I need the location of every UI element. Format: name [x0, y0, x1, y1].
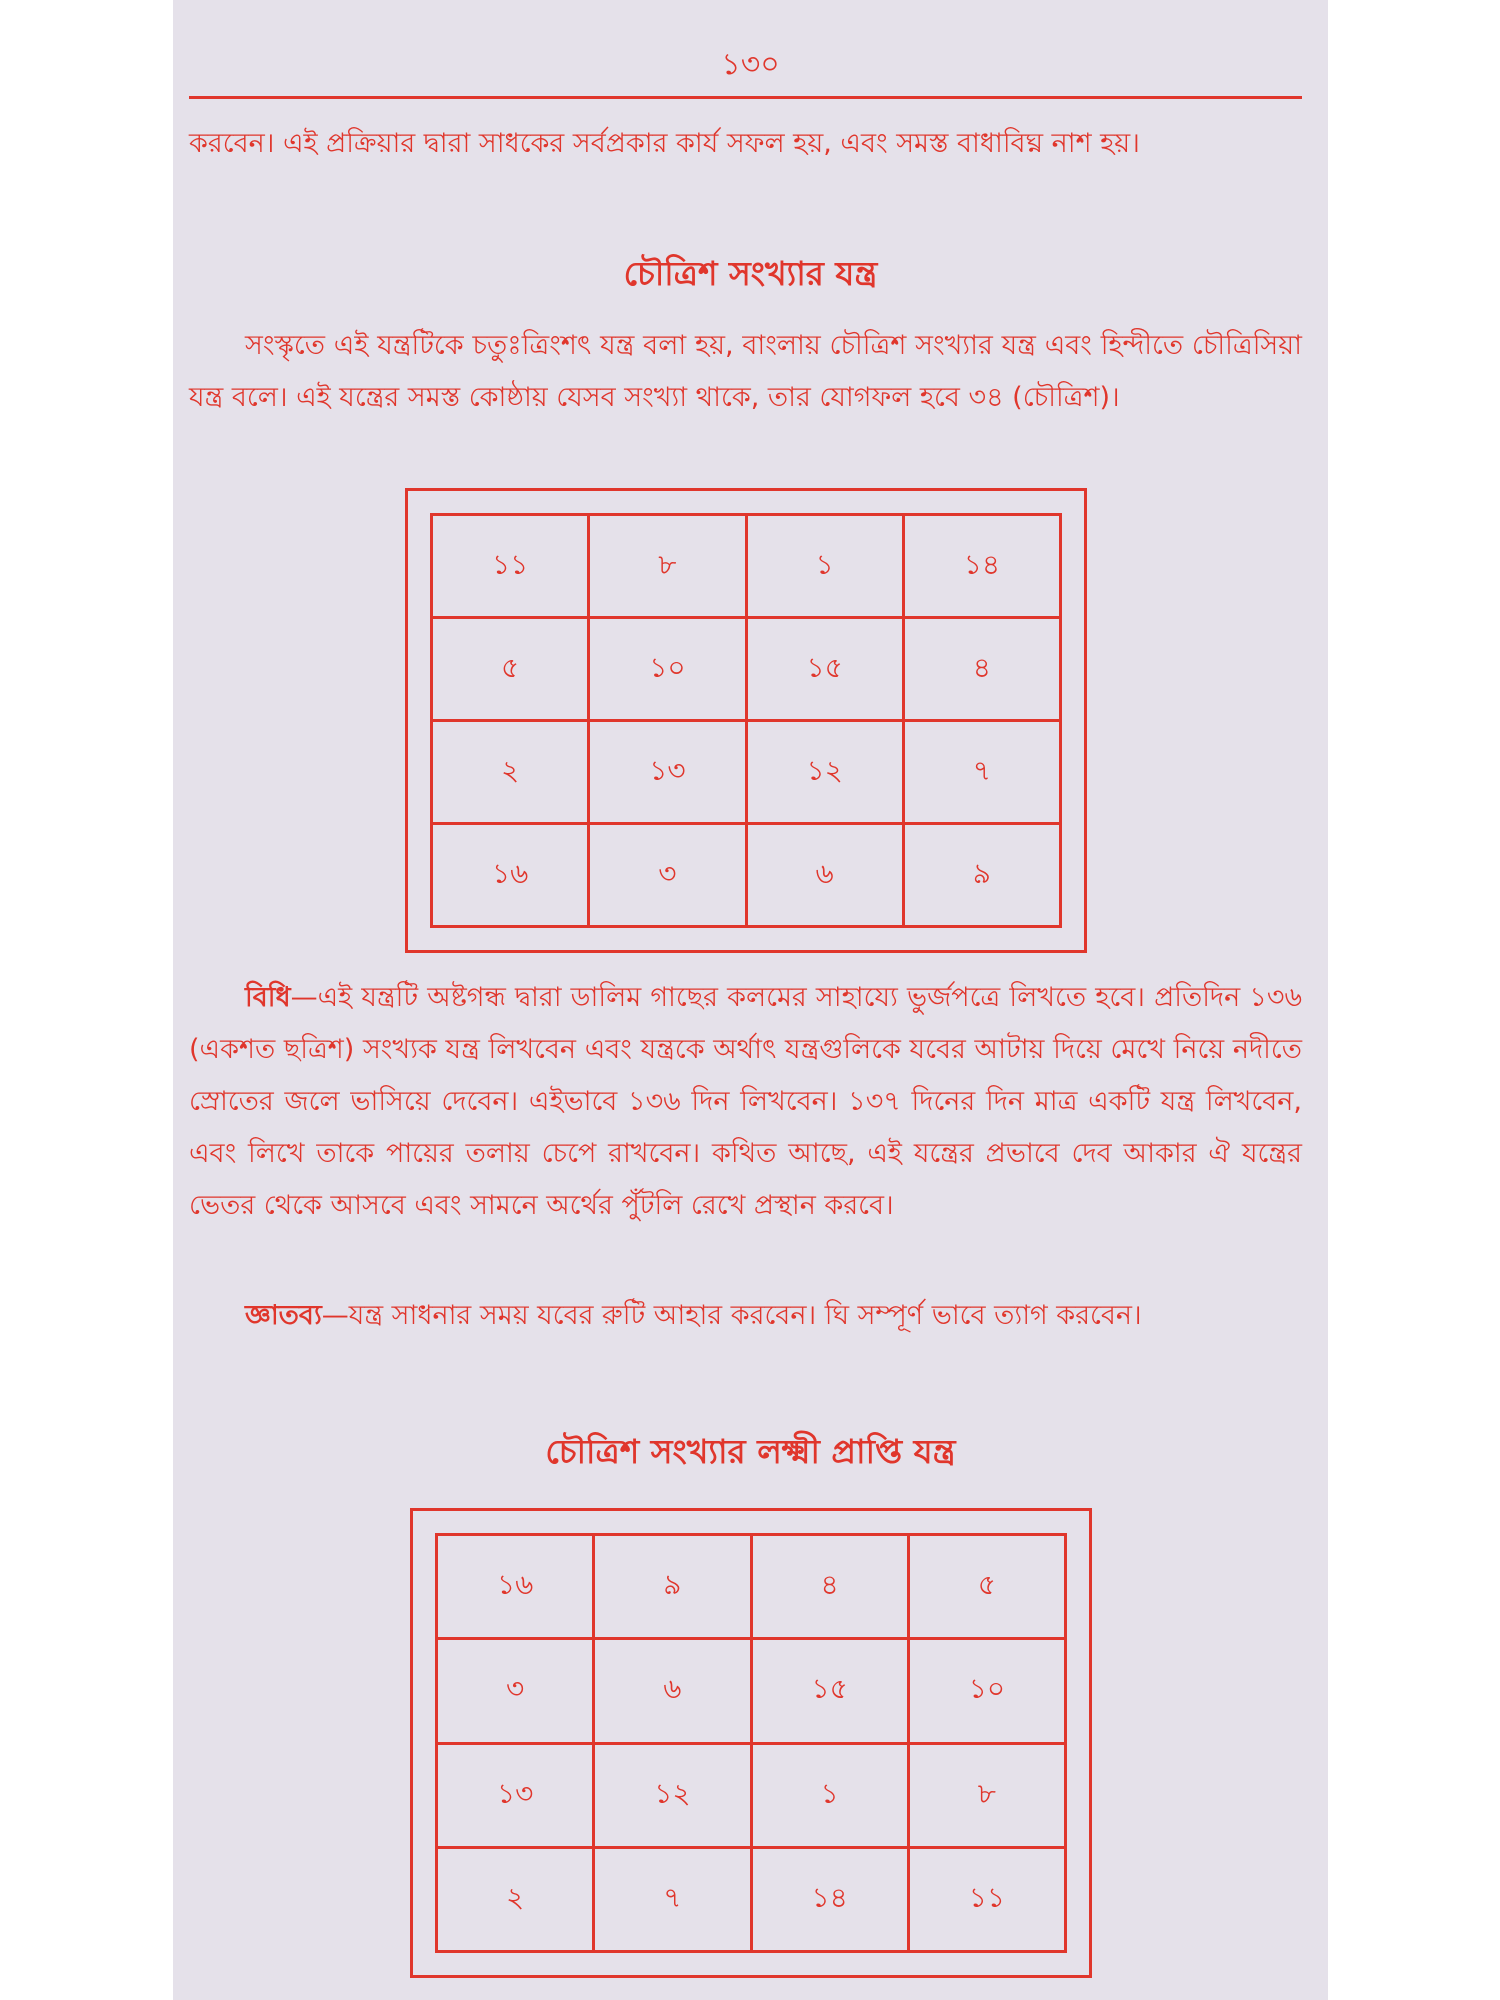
yantra-cell: ১১ [432, 515, 589, 618]
yantra-cell: ১৬ [437, 1535, 594, 1639]
yantra-cell: ১ [751, 1743, 908, 1847]
yantra-cell: ১৪ [751, 1847, 908, 1951]
yantra-row [432, 618, 1061, 721]
yantra-cell: ৭ [903, 721, 1060, 824]
yantra-row [437, 1847, 1066, 1951]
yantra-grid-chautrish [405, 488, 1087, 953]
yantra-cell: ৬ [746, 824, 903, 927]
yantra-table [430, 513, 1062, 928]
section-paragraph-text: সংস্কৃতে এই যন্ত্রটিকে চতুঃত্রিংশৎ যন্ত্র বলা হয়, বাংলায় চৌত্রিশ সংখ্যার যন্ত্র এবং হিন্দীতে চৌত্রিসিয়া যন্ত্র বলে। এই যন্ত্রের সমস্ত কোষ্ঠায় যেসব সংখ্যা থাকে, তার যোগফল হবে ৩৪ (চৌত্রিশ)। [189, 330, 1302, 413]
yantra-cell: ১৩ [589, 721, 746, 824]
yantra-cell: ৪ [903, 618, 1060, 721]
yantra-cell: ১৫ [746, 618, 903, 721]
yantra-cell: ৯ [594, 1535, 751, 1639]
yantra-cell: ১৬ [432, 824, 589, 927]
yantra-cell: ১৩ [437, 1743, 594, 1847]
yantra-cell: ৭ [594, 1847, 751, 1951]
yantra-cell: ১৫ [751, 1639, 908, 1743]
yantra-cell: ১০ [589, 618, 746, 721]
header-rule [189, 96, 1302, 99]
yantra-row [432, 721, 1061, 824]
section-heading-chautrish-yantra: চৌত্রিশ সংখ্যার যন্ত্র [623, 254, 878, 293]
page-number: ১৩০ [721, 47, 780, 82]
yantra-cell: ৮ [908, 1743, 1065, 1847]
yantra-cell: ১ [746, 515, 903, 618]
yantra-row [437, 1743, 1066, 1847]
intro-paragraph: করবেন। এই প্রক্রিয়ার দ্বারা সাধকের সর্বপ্রকার কার্য সফল হয়, এবং সমস্ত বাধাবিঘ্ন নাশ হয়। [189, 128, 1140, 159]
yantra-cell: ১২ [746, 721, 903, 824]
yantra-row [437, 1535, 1066, 1639]
yantra-row [437, 1639, 1066, 1743]
yantra-cell: ২ [432, 721, 589, 824]
yantra-cell: ২ [437, 1847, 594, 1951]
yantra-cell: ৩ [437, 1639, 594, 1743]
vidhi-paragraph [189, 972, 1302, 1232]
yantra-cell: ১২ [594, 1743, 751, 1847]
yantra-cell: ৯ [903, 824, 1060, 927]
yantra-cell: ১১ [908, 1847, 1065, 1951]
yantra-row [432, 515, 1061, 618]
yantra-cell: ৮ [589, 515, 746, 618]
yantra-cell: ৩ [589, 824, 746, 927]
yantra-row [432, 824, 1061, 927]
vidhi-label: বিধি [245, 982, 291, 1013]
section-paragraph [189, 320, 1302, 424]
yantra-cell: ৪ [751, 1535, 908, 1639]
yantra-cell: ৬ [594, 1639, 751, 1743]
note-paragraph [189, 1290, 1302, 1342]
yantra-grid-lakshmi [410, 1508, 1092, 1978]
book-page [173, 0, 1328, 2000]
yantra-cell: ১০ [908, 1639, 1065, 1743]
section-heading-lakshmi-yantra: চৌত্রিশ সংখ্যার লক্ষ্মী প্রাপ্তি যন্ত্র [545, 1432, 956, 1471]
vidhi-text: —এই যন্ত্রটি অষ্টগন্ধ দ্বারা ডালিম গাছের কলমের সাহায্যে ভুর্জপত্রে লিখতে হবে। প্রতিদিন ১৩৬ (একশত ছত্রিশ) সংখ্যক যন্ত্র লিখবেন এবং যন্ত্রকে অর্থাৎ যন্ত্রগুলিকে যবের আটায় দিয়ে মেখে নিয়ে নদীতে স্রোতের জলে ভাসিয়ে দেবেন। এইভাবে ১৩৬ দিন লিখবেন। ১৩৭ দিনের দিন মাত্র একটি যন্ত্র লিখবেন, এবং লিখে তাকে পায়ের তলায় চেপে রাখবেন। কথিত আছে, এই যন্ত্রের প্রভাবে দেব আকার ঐ যন্ত্রের ভেতর থেকে আসবে এবং সামনে অর্থের পুঁটলি রেখে প্রস্থান করবে। [189, 982, 1302, 1221]
yantra-cell: ১৪ [903, 515, 1060, 618]
yantra-cell: ৫ [908, 1535, 1065, 1639]
yantra-cell: ৫ [432, 618, 589, 721]
note-label: জ্ঞাতব্য [245, 1300, 322, 1331]
note-text: —যন্ত্র সাধনার সময় যবের রুটি আহার করবেন। ঘি সম্পূর্ণ ভাবে ত্যাগ করবেন। [321, 1300, 1142, 1331]
yantra-table [435, 1533, 1067, 1953]
